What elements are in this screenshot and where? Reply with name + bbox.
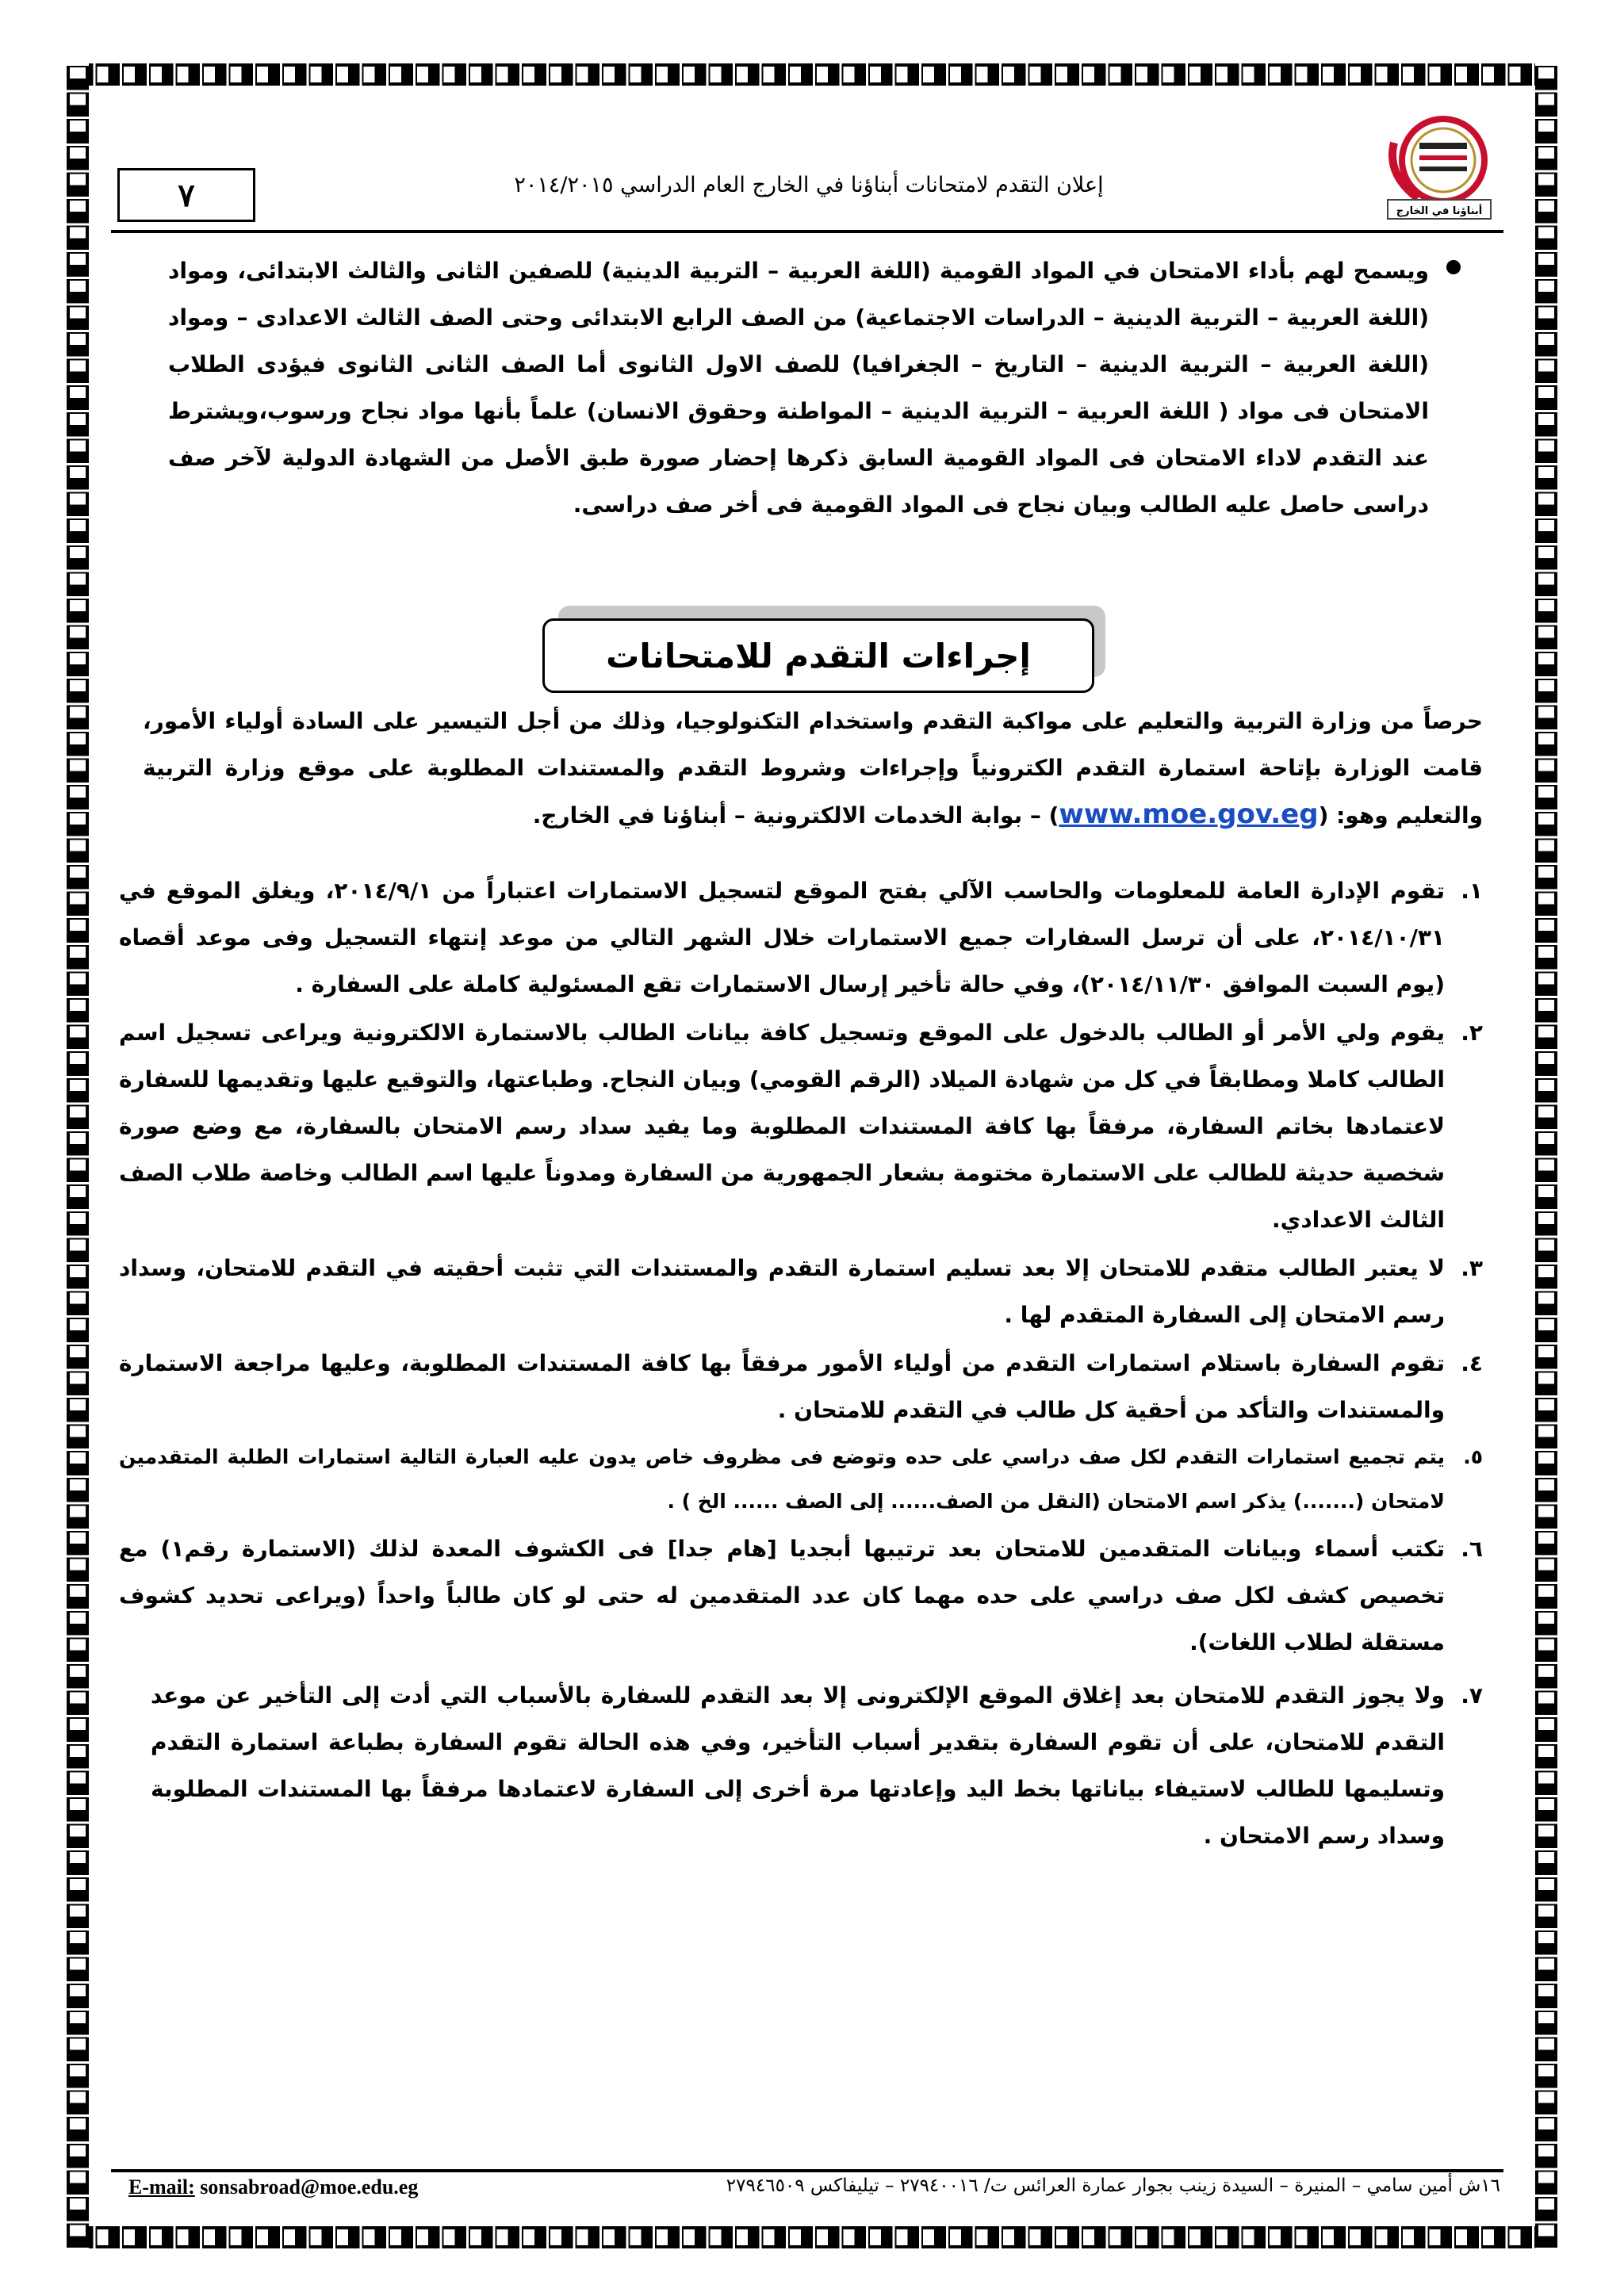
list-item-text: تقوم السفارة باستلام استمارات التقدم من أولياء الأمور مرفقاً بها كافة المستندات المطلوبة، وعليها مراجعة الاستمارة والمستندات والتأكد من أحقية كل طالب في التقدم للامتحان . bbox=[119, 1350, 1445, 1423]
procedure-list bbox=[119, 867, 1483, 1859]
section-heading-text: إجراءات التقدم للامتحانات bbox=[606, 636, 1031, 675]
page-number bbox=[117, 168, 255, 222]
footer-email-address[interactable]: sonsabroad@moe.edu.eg bbox=[194, 2175, 419, 2198]
header-title: إعلان التقدم لامتحانات أبناؤنا في الخارج العام الدراسي ٢٠١٤/٢٠١٥ bbox=[514, 173, 1104, 197]
section-heading bbox=[542, 618, 1094, 693]
list-item-number: ٢. bbox=[1461, 1020, 1483, 1046]
list-item bbox=[119, 867, 1483, 1008]
list-item bbox=[119, 1435, 1483, 1524]
list-item-number: ٤. bbox=[1461, 1350, 1483, 1376]
header-divider bbox=[111, 230, 1503, 233]
list-item-text: تقوم الإدارة العامة للمعلومات والحاسب الآلي بفتح الموقع لتسجيل الاستمارات اعتباراً من ٢٠١٤/٩/١، ويغلق الموقع في ٢٠١٤/١٠/٣١، على أن ترسل السفارات جميع الاستمارات خلال الشهر التالي من موعد إنتهاء التسجيل وفى موعد أقصاه (يوم السبت الموافق ٢٠١٤/١١/٣٠)، وفي حالة تأخير إرسال الاستمارات تقع المسئولية كاملة على السفارة . bbox=[119, 878, 1445, 997]
body-paragraph-tail: ) – بوابة الخدمات الالكترونية – أبناؤنا في الخارج. bbox=[532, 802, 1059, 828]
list-item-number: ١. bbox=[1461, 878, 1483, 904]
list-item bbox=[119, 1340, 1483, 1433]
list-item-text: يقوم ولي الأمر أو الطالب بالدخول على الموقع وتسجيل كافة بيانات الطالب بالاستمارة الالكترونية ويراعى تسجيل اسم الطالب كاملا ومطابقاً في كل من شهادة الميلاد (الرقم القومي) وبيان النجاح. وطباعتها، والتوقيع عليها وتقديمها للسفارة لاعتمادها بخاتم السفارة، مرفقاً بها كافة المستندات المطلوبة وما يفيد سداد رسم الامتحان بالسفارة، مع وضع صورة شخصية حديثة للطالب على الاستمارة مختومة بشعار الجمهورية من السفارة ومدوناً عليها اسم الطالب وخاصة طلاب الصف الثالث الاعدادي. bbox=[119, 1020, 1445, 1233]
footer-email bbox=[128, 2175, 418, 2199]
frame-border-right bbox=[1535, 63, 1557, 2248]
list-item bbox=[151, 1672, 1483, 1859]
list-item-number: ٥. bbox=[1463, 1445, 1483, 1468]
logo-label: أبناؤنا في الخارج bbox=[1396, 205, 1483, 217]
list-item-number: ٦. bbox=[1461, 1536, 1483, 1562]
list-item-number: ٧. bbox=[1461, 1682, 1483, 1709]
body-paragraph-text: حرصاً من وزارة التربية والتعليم على مواكبة التقدم واستخدام التكنولوجيا، وذلك من أجل التيسير على السادة أولياء الأمور، قامت الوزارة بإتاحة استمارة التقدم الكترونياً وإجراءات وشروط التقدم والمستندات المطلوبة على موقع وزارة التربية والتعليم وهو: ( bbox=[143, 708, 1483, 828]
footer-divider bbox=[111, 2169, 1503, 2172]
list-item-number: ٣. bbox=[1461, 1255, 1483, 1281]
list-item bbox=[119, 1245, 1483, 1338]
body-paragraph bbox=[143, 698, 1483, 839]
list-item-text: يتم تجميع استمارات التقدم لكل صف دراسي على حده وتوضع فى مظروف خاص يدون عليه العبارة التالية استمارات الطلبة المتقدمين لامتحان (.......) يذكر اسم الامتحان (النقل من الصف...... إلى الصف ...... الخ ) . bbox=[119, 1445, 1445, 1513]
frame-border-left bbox=[67, 63, 89, 2248]
footer-address: ١٦ش أمين سامي – المنيرة – السيدة زينب بجوار عمارة العرائس ت/ ٢٧٩٤٠٠١٦ – تيليفاكس ٢٧٩٤٦٥٠٩ bbox=[726, 2175, 1500, 2196]
ministry-logo bbox=[1370, 111, 1497, 222]
list-item-text: ولا يجوز التقدم للامتحان بعد إغلاق الموقع الإلكترونى إلا بعد التقدم للسفارة بالأسباب التي أدت إلى التأخير عن موعد التقدم للامتحان، على أن تقوم السفارة بتقدير أسباب التأخير، وفي هذه الحالة تقوم السفارة بطباعة استمارة التقدم وتسليمها للطالب لاستيفاء بياناتها بخط اليد وإعادتها مرة أخرى إلى السفارة لاعتمادها مرفقاً بها المستندات المطلوبة وسداد رسم الامتحان . bbox=[151, 1682, 1445, 1849]
list-item-text: لا يعتبر الطالب متقدم للامتحان إلا بعد تسليم استمارة التقدم والمستندات التي تثبت أحقيته في التقدم للامتحان، وسداد رسم الامتحان إلى السفارة المتقدم لها . bbox=[119, 1255, 1445, 1328]
footer-email-label: E-mail: bbox=[128, 2175, 195, 2198]
page-number-text: ٧ bbox=[178, 176, 195, 214]
moe-website-link[interactable]: www.moe.gov.eg bbox=[1059, 798, 1319, 830]
frame-border-top bbox=[67, 63, 1557, 86]
intro-paragraph: ويسمح لهم بأداء الامتحان في المواد القومية (اللغة العربية – التربية الدينية) للصفين الثانى والثالث الابتدائى، ومواد (اللغة العربية – التربية الدينية – الدراسات الاجتماعية) من الصف الرابع الابتدائى وحتى الصف الثالث الاعدادى – ومواد (اللغة العربية – التربية الدينية – التاريخ – الجغرافيا) للصف الاول الثانوى أما الصف الثانى الثانوى فيؤدى الطلاب الامتحان فى مواد ( اللغة العربية – التربية الدينية – المواطنة وحقوق الانسان) علماً بأنها مواد نجاح ورسوب،ويشترط عند التقدم لاداء الامتحان فى المواد القومية السابق ذكرها إحضار صورة طبق الأصل من الشهادة الدولية لآخر صف دراسى حاصل عليه الطالب وبيان نجاح فى المواد القومية فى أخر صف دراسى. bbox=[168, 258, 1429, 518]
frame-border-bottom bbox=[67, 2226, 1557, 2248]
list-item bbox=[119, 1009, 1483, 1243]
list-item-text: تكتب أسماء وبيانات المتقدمين للامتحان بعد ترتيبها أبجديا [هام جدا] فى الكشوف المعدة لذلك (الاستمارة رقم١) مع تخصيص كشف لكل صف دراسي على حده مهما كان عدد المتقدمين له حتى لو كان طالباً واحداً (ويراعى تحديد كشوف مستقلة لطلاب اللغات). bbox=[119, 1536, 1445, 1655]
bullet-icon bbox=[1446, 260, 1461, 274]
list-item bbox=[119, 1525, 1483, 1666]
